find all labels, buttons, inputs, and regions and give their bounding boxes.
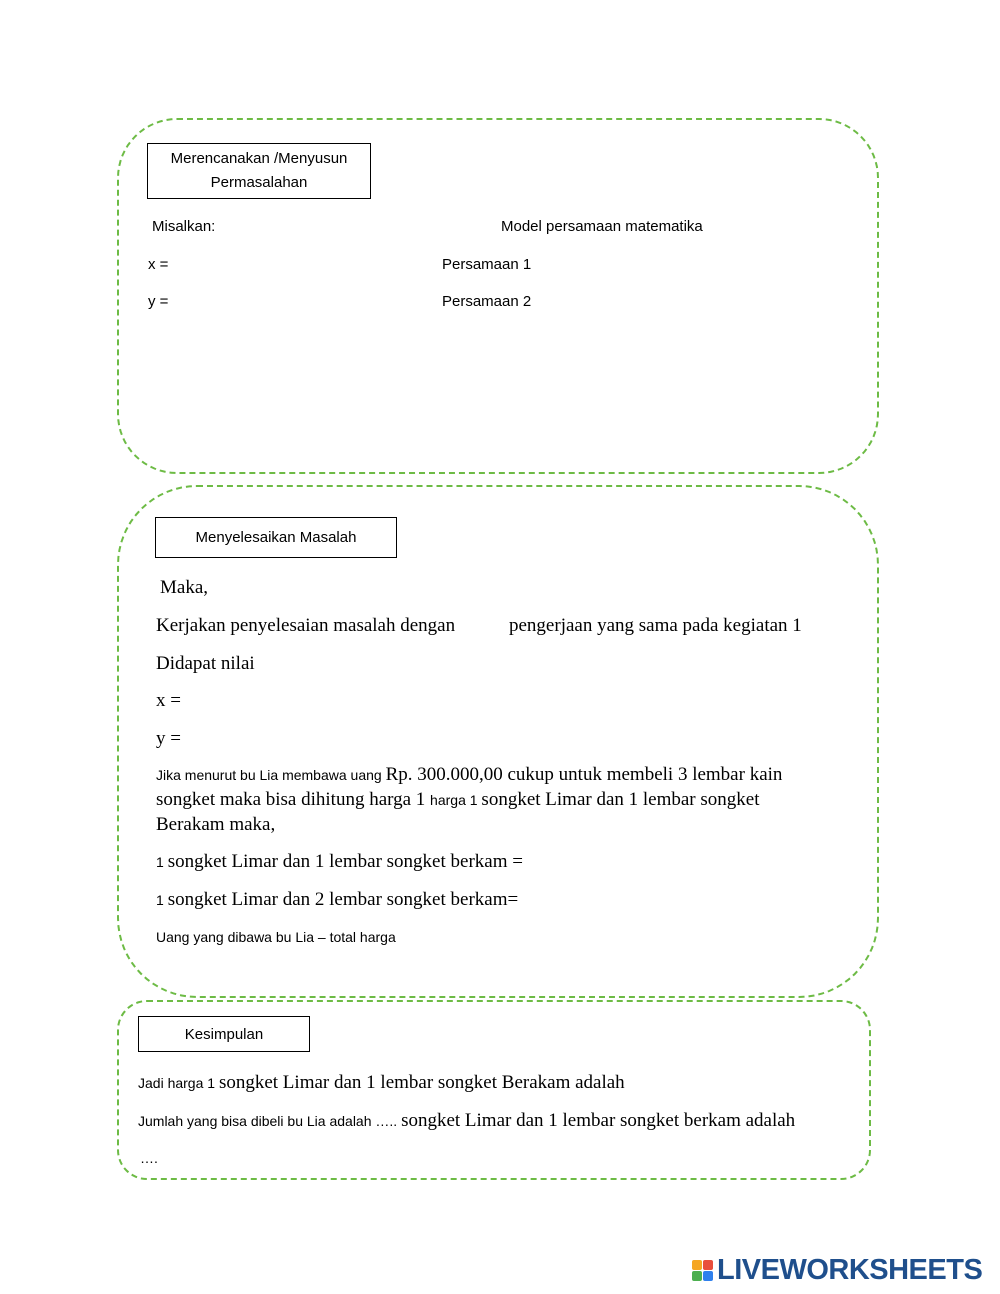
- kerjakan-text-a: Kerjakan penyelesaian masalah dengan: [156, 615, 456, 636]
- calc1-line: [156, 851, 523, 873]
- conclusion-line2-sans: Jumlah yang bisa dibeli bu Lia adalah …..: [138, 1113, 402, 1129]
- calc1-num: 1: [156, 854, 168, 870]
- plan-x-label: x =: [148, 256, 169, 273]
- plan-header-line2: Permasalahan: [210, 174, 308, 191]
- solve-panel: [117, 485, 879, 998]
- logo-mark-icon: [692, 1260, 713, 1281]
- equation-1-label: Persamaan 1: [442, 256, 532, 273]
- jika-sans: Jika menurut bu Lia membawa uang: [156, 767, 386, 783]
- calc2-text: songket Limar dan 2 lembar songket berkam=: [167, 889, 519, 910]
- harga-serif-b: songket Limar dan 1 lembar songket: [481, 789, 760, 810]
- solve-header: Menyelesaikan Masalah: [155, 517, 397, 558]
- jika-line: [156, 764, 782, 786]
- conclusion-line2-serif: songket Limar dan 1 lembar songket berkam adalah: [401, 1110, 796, 1131]
- equation-2-label: Persamaan 2: [442, 293, 532, 310]
- calc2-num: 1: [156, 892, 168, 908]
- solve-y-label: y =: [156, 728, 181, 749]
- harga-sans: harga 1: [430, 792, 482, 808]
- didapat-text: Didapat nilai: [156, 653, 255, 674]
- calc1-text: songket Limar dan 1 lembar songket berkam =: [167, 851, 523, 872]
- logo-square-4: [703, 1271, 713, 1281]
- plan-header-line1: Merencanakan /Menyusun: [170, 150, 348, 167]
- model-label: Model persamaan matematika: [501, 218, 703, 235]
- conclusion-line1: [138, 1072, 625, 1094]
- kerjakan-text-b: pengerjaan yang sama pada kegiatan 1: [509, 615, 802, 636]
- conclusion-header: Kesimpulan: [138, 1016, 310, 1052]
- jika-serif: Rp. 300.000,00 cukup untuk membeli 3 lembar kain: [385, 764, 783, 785]
- liveworksheets-logo: [692, 1255, 982, 1285]
- conclusion-line3: ….: [140, 1150, 158, 1166]
- logo-square-3: [692, 1271, 702, 1281]
- conclusion-line1-sans: Jadi harga 1: [138, 1075, 219, 1091]
- harga-line: [156, 789, 760, 811]
- misalkan-label: Misalkan:: [152, 218, 216, 235]
- maka-text: Maka,: [160, 577, 209, 598]
- logo-text: LIVEWORKSHEETS: [717, 1253, 983, 1286]
- calc2-line: [156, 889, 518, 911]
- logo-square-1: [692, 1260, 702, 1270]
- plan-y-label: y =: [148, 293, 169, 310]
- plan-header: [147, 143, 371, 199]
- logo-square-2: [703, 1260, 713, 1270]
- harga-serif-a: songket maka bisa dihitung harga 1: [156, 789, 431, 810]
- solve-x-label: x =: [156, 690, 181, 711]
- conclusion-line2: [138, 1110, 795, 1132]
- uang-text: Uang yang dibawa bu Lia – total harga: [156, 929, 396, 945]
- berakam-line: Berakam maka,: [156, 814, 276, 835]
- conclusion-line1-serif: songket Limar dan 1 lembar songket Berakam adalah: [218, 1072, 625, 1093]
